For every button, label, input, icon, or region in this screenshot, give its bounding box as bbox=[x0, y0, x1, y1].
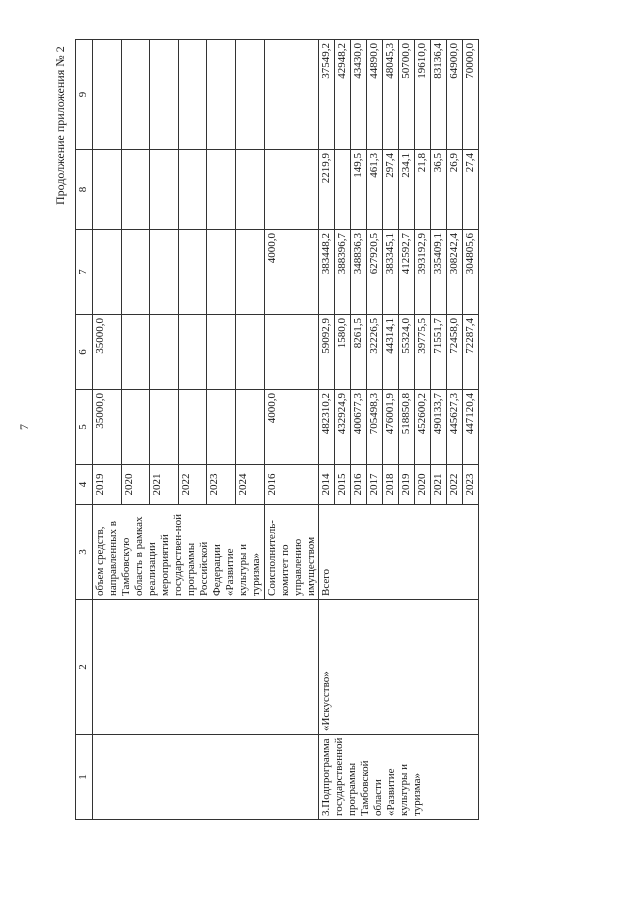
value-cell: 335409,1 bbox=[431, 230, 447, 315]
year-cell: 2024 bbox=[235, 465, 264, 505]
year-cell: 2022 bbox=[447, 465, 463, 505]
value-cell bbox=[150, 150, 179, 230]
column-number-row bbox=[76, 40, 93, 820]
value-cell bbox=[121, 40, 150, 150]
year-cell: 2018 bbox=[383, 465, 399, 505]
value-cell: 234,1 bbox=[399, 150, 415, 230]
value-cell: 19610,0 bbox=[415, 40, 431, 150]
funding-source: Соисполнитель-комитет по управлению имуществом bbox=[264, 505, 319, 600]
value-cell: 393192,9 bbox=[415, 230, 431, 315]
value-cell bbox=[264, 40, 319, 150]
value-cell: 348836,3 bbox=[351, 230, 367, 315]
value-cell bbox=[335, 150, 351, 230]
value-cell bbox=[178, 40, 207, 150]
year-cell: 2020 bbox=[121, 465, 150, 505]
value-cell: 400677,3 bbox=[351, 390, 367, 465]
value-cell: 1580,0 bbox=[335, 315, 351, 390]
value-cell: 71551,7 bbox=[431, 315, 447, 390]
value-cell bbox=[93, 150, 122, 230]
value-cell: 8261,5 bbox=[351, 315, 367, 390]
year-cell: 2016 bbox=[264, 465, 319, 505]
year-cell: 2022 bbox=[178, 465, 207, 505]
value-cell: 32226,5 bbox=[367, 315, 383, 390]
value-cell bbox=[264, 315, 319, 390]
value-cell: 149,5 bbox=[351, 150, 367, 230]
value-cell: 432924,9 bbox=[335, 390, 351, 465]
subprogram-title: 3.Подпрограмма государственной программы Тамбовской области «Развитие культуры и туризма» bbox=[319, 735, 479, 820]
year-cell: 2023 bbox=[463, 465, 479, 505]
value-cell: 50700,0 bbox=[399, 40, 415, 150]
value-cell: 21,8 bbox=[415, 150, 431, 230]
value-cell bbox=[235, 315, 264, 390]
table-row bbox=[93, 40, 122, 820]
col-header-7: 7 bbox=[76, 230, 93, 315]
col-header-8: 8 bbox=[76, 150, 93, 230]
value-cell bbox=[178, 315, 207, 390]
table-row bbox=[319, 40, 335, 820]
value-cell: 55324,0 bbox=[399, 315, 415, 390]
value-cell bbox=[121, 315, 150, 390]
subprogram-name: «Искусство» bbox=[319, 600, 479, 735]
value-cell bbox=[264, 150, 319, 230]
value-cell: 705498,3 bbox=[367, 390, 383, 465]
value-cell: 518850,8 bbox=[399, 390, 415, 465]
year-cell: 2015 bbox=[335, 465, 351, 505]
value-cell: 44890,0 bbox=[367, 40, 383, 150]
year-cell: 2016 bbox=[351, 465, 367, 505]
value-cell: 445627,3 bbox=[447, 390, 463, 465]
value-cell bbox=[121, 150, 150, 230]
value-cell bbox=[93, 230, 122, 315]
year-cell: 2019 bbox=[93, 465, 122, 505]
value-cell: 35000,0 bbox=[93, 315, 122, 390]
value-cell: 490133,7 bbox=[431, 390, 447, 465]
value-cell: 43430,0 bbox=[351, 40, 367, 150]
value-cell bbox=[235, 40, 264, 150]
continuation-title: Продолжение приложения № 2 bbox=[53, 46, 67, 205]
value-cell bbox=[178, 390, 207, 465]
value-cell: 383345,1 bbox=[383, 230, 399, 315]
value-cell: 476001,9 bbox=[383, 390, 399, 465]
value-cell: 388396,7 bbox=[335, 230, 351, 315]
value-cell bbox=[150, 390, 179, 465]
value-cell: 452600,2 bbox=[415, 390, 431, 465]
value-cell: 26,9 bbox=[447, 150, 463, 230]
year-cell: 2020 bbox=[415, 465, 431, 505]
value-cell: 39775,5 bbox=[415, 315, 431, 390]
col-header-6: 6 bbox=[76, 315, 93, 390]
value-cell: 308242,4 bbox=[447, 230, 463, 315]
value-cell: 48045,3 bbox=[383, 40, 399, 150]
value-cell: 42948,2 bbox=[335, 40, 351, 150]
value-cell bbox=[235, 390, 264, 465]
value-cell bbox=[207, 315, 236, 390]
value-cell bbox=[178, 230, 207, 315]
value-cell: 4000,0 bbox=[264, 230, 319, 315]
value-cell: 461,3 bbox=[367, 150, 383, 230]
value-cell: 72287,4 bbox=[463, 315, 479, 390]
col-header-2: 2 bbox=[76, 600, 93, 735]
value-cell bbox=[121, 390, 150, 465]
value-cell: 447120,4 bbox=[463, 390, 479, 465]
value-cell: 2219,9 bbox=[319, 150, 335, 230]
value-cell: 72458,0 bbox=[447, 315, 463, 390]
value-cell bbox=[207, 230, 236, 315]
value-cell: 44314,1 bbox=[383, 315, 399, 390]
value-cell bbox=[150, 315, 179, 390]
value-cell: 70000,0 bbox=[463, 40, 479, 150]
value-cell: 64900,0 bbox=[447, 40, 463, 150]
value-cell: 482310,2 bbox=[319, 390, 335, 465]
col-header-4: 4 bbox=[76, 465, 93, 505]
value-cell bbox=[207, 150, 236, 230]
value-cell: 383448,2 bbox=[319, 230, 335, 315]
year-cell: 2019 bbox=[399, 465, 415, 505]
value-cell: 59092,9 bbox=[319, 315, 335, 390]
value-cell bbox=[235, 230, 264, 315]
empty-cell bbox=[93, 735, 319, 820]
year-cell: 2021 bbox=[431, 465, 447, 505]
value-cell bbox=[207, 40, 236, 150]
value-cell: 83136,4 bbox=[431, 40, 447, 150]
value-cell: 36,5 bbox=[431, 150, 447, 230]
value-cell bbox=[121, 230, 150, 315]
value-cell: 35000,0 bbox=[93, 390, 122, 465]
col-header-9: 9 bbox=[76, 40, 93, 150]
value-cell: 304805,6 bbox=[463, 230, 479, 315]
value-cell: 412592,7 bbox=[399, 230, 415, 315]
funding-source: объем средств, направленных в Тамбовскую область в рамках реализации мероприятий государствен-ной программы Российской Федерации «Развитие культуры и туризма» bbox=[93, 505, 265, 600]
col-header-5: 5 bbox=[76, 390, 93, 465]
year-cell: 2021 bbox=[150, 465, 179, 505]
value-cell bbox=[207, 390, 236, 465]
funding-source: Всего bbox=[319, 505, 479, 600]
col-header-3: 3 bbox=[76, 505, 93, 600]
value-cell bbox=[150, 230, 179, 315]
value-cell bbox=[235, 150, 264, 230]
col-header-1: 1 bbox=[76, 735, 93, 820]
value-cell bbox=[150, 40, 179, 150]
value-cell: 4000,0 bbox=[264, 390, 319, 465]
value-cell: 37549,2 bbox=[319, 40, 335, 150]
year-cell: 2017 bbox=[367, 465, 383, 505]
empty-cell bbox=[93, 600, 319, 735]
value-cell: 627920,5 bbox=[367, 230, 383, 315]
year-cell: 2023 bbox=[207, 465, 236, 505]
value-cell bbox=[93, 40, 122, 150]
value-cell: 27,4 bbox=[463, 150, 479, 230]
page-number: 7 bbox=[17, 424, 31, 430]
year-cell: 2014 bbox=[319, 465, 335, 505]
value-cell: 297,4 bbox=[383, 150, 399, 230]
budget-table bbox=[75, 39, 479, 820]
value-cell bbox=[178, 150, 207, 230]
